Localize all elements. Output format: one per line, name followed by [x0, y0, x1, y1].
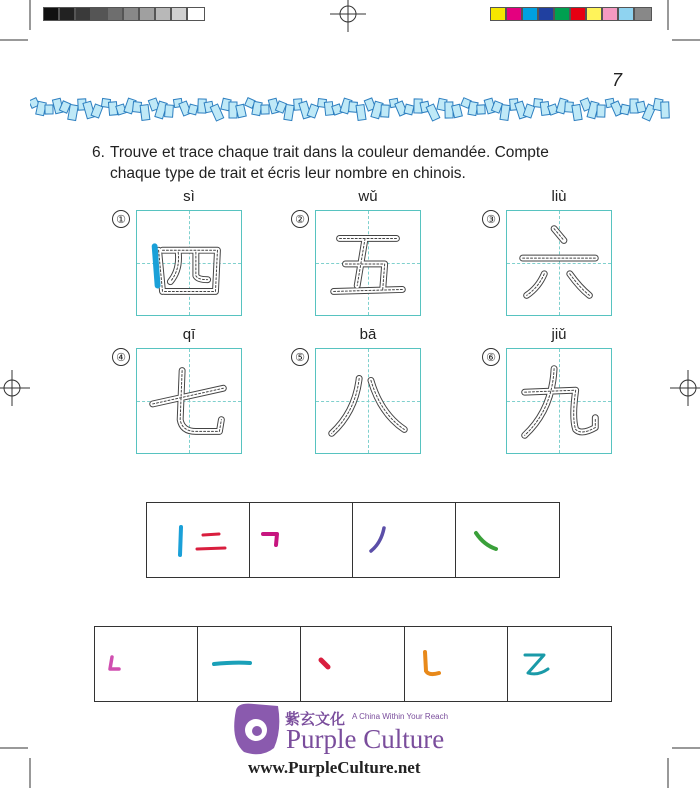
purple-culture-logo	[228, 700, 528, 780]
stroke-cell[interactable]	[198, 627, 301, 701]
item-number: ④	[112, 348, 130, 366]
dotted-character-liù	[507, 211, 611, 315]
stroke-cell[interactable]	[405, 627, 508, 701]
tracing-grid-bā[interactable]	[315, 348, 421, 454]
stroke-cell[interactable]	[301, 627, 404, 701]
item-number: ③	[482, 210, 500, 228]
dotted-character-bā	[316, 349, 420, 453]
logo-name: Purple Culture	[286, 724, 445, 754]
tracing-grid-sì[interactable]	[136, 210, 242, 316]
dotted-character-wǔ	[316, 211, 420, 315]
purple-culture-emblem-icon	[228, 700, 284, 760]
item-number: ⑥	[482, 348, 500, 366]
horizontal-turn-stroke	[250, 503, 353, 577]
vertical-turn-stroke	[95, 627, 198, 701]
tracing-grid-wǔ[interactable]	[315, 210, 421, 316]
horizontal-slant-hook-stroke	[508, 627, 611, 701]
pinyin-label: bā	[359, 326, 377, 343]
pinyin-label: wǔ	[358, 188, 378, 205]
dotted-character-sì	[137, 211, 241, 315]
dotted-character-qī	[137, 349, 241, 453]
page-number: 7	[612, 70, 623, 90]
exercise-number: 6.	[92, 144, 105, 161]
logo-chinese-name: 紫玄文化	[285, 710, 346, 728]
left-falling-stroke	[353, 503, 456, 577]
stroke-cell[interactable]	[508, 627, 611, 701]
tracing-grid-liù[interactable]	[506, 210, 612, 316]
stroke-cell[interactable]	[147, 503, 250, 577]
exercise-instruction	[92, 142, 614, 184]
instruction-line-1: Trouve et trace chaque trait dans la couleur demandée. Compte	[110, 144, 549, 161]
right-falling-stroke	[456, 503, 559, 577]
item-number: ⑤	[291, 348, 309, 366]
instruction-line-2: chaque type de trait et écris leur nombre en chinois.	[110, 165, 466, 182]
stroke-cell[interactable]	[456, 503, 559, 577]
pinyin-label: liù	[551, 188, 567, 205]
stroke-cell[interactable]	[250, 503, 353, 577]
vertical-and-horizontal-strokes	[147, 503, 250, 577]
logo-url: www.PurpleCulture.net	[248, 758, 421, 777]
item-number: ②	[291, 210, 309, 228]
logo-tagline: A China Within Your Reach	[352, 712, 449, 721]
pinyin-label: sì	[183, 188, 195, 205]
tracing-grid-qī[interactable]	[136, 348, 242, 454]
vertical-hook-stroke	[405, 627, 508, 701]
tracing-grid-jiǔ[interactable]	[506, 348, 612, 454]
dotted-character-jiǔ	[507, 349, 611, 453]
stroke-cell[interactable]	[353, 503, 456, 577]
horizontal-stroke	[198, 627, 301, 701]
stroke-table-1	[146, 502, 560, 578]
item-number: ①	[112, 210, 130, 228]
decorative-border	[30, 95, 670, 123]
stroke-cell[interactable]	[95, 627, 198, 701]
pinyin-label: qī	[182, 326, 196, 343]
dot-stroke	[301, 627, 404, 701]
pinyin-label: jiǔ	[551, 326, 567, 343]
stroke-table-2	[94, 626, 612, 702]
